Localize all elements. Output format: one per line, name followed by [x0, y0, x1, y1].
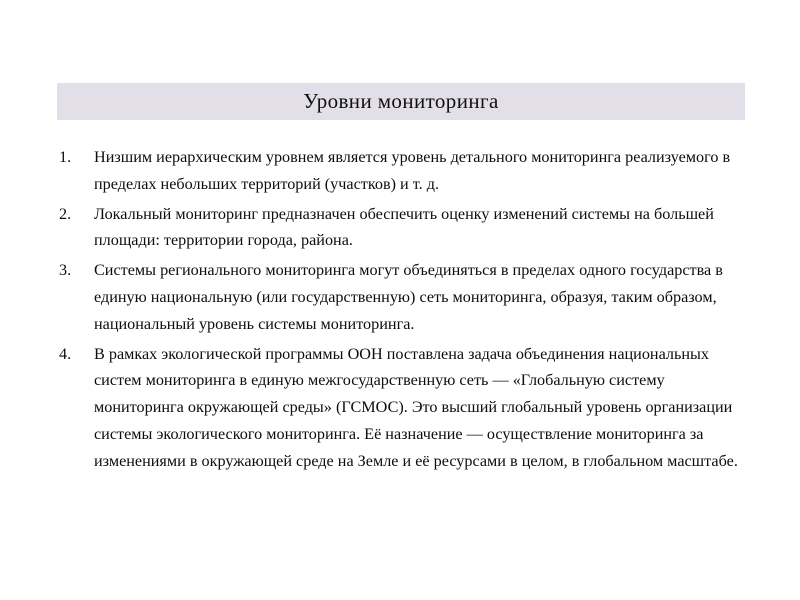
- list-item-text: Локальный мониторинг предназначен обеспечить оценку изменений системы на большей площади: территории города, района.: [94, 204, 714, 250]
- list-item-text: Системы регионального мониторинга могут объединяться в пределах одного государства в единую национальную (или государственную) сеть мониторинга, образуя, таким образом, национальный уровень системы мониторинга.: [94, 261, 723, 333]
- list-item-text: В рамках экологической программы ООН поставлена задача объединения национальных систем мониторинга в единую межгосударственную сеть — «Глобальную систему мониторинга окружающей среды» (ГСМОС). Это высший глобальный уровень организации системы экологического мониторинга. Её назначение — осуществление мониторинга за изменениями в окружающей среде на Земле и её ресурсами в целом, в глобальном масштабе.: [94, 344, 738, 470]
- list-item-marker: 1.: [59, 148, 72, 166]
- slide-title-banner: [57, 83, 745, 120]
- list-item: [57, 341, 747, 475]
- list-item-marker: 4.: [59, 344, 72, 363]
- list-item: [57, 144, 747, 198]
- list-item: [57, 257, 747, 337]
- monitoring-levels-list: [57, 144, 747, 475]
- list-item: [57, 201, 747, 255]
- list-item-marker: 2.: [59, 204, 72, 223]
- list-item-text: Низшим иерархическим уровнем является уровень детального мониторинга реализуемого в пределах небольших территорий (участков) и т. д.: [94, 148, 731, 193]
- list-item-marker: 3.: [59, 261, 72, 280]
- page-title: Уровни мониторинга: [303, 89, 499, 113]
- slide-body: [57, 144, 747, 478]
